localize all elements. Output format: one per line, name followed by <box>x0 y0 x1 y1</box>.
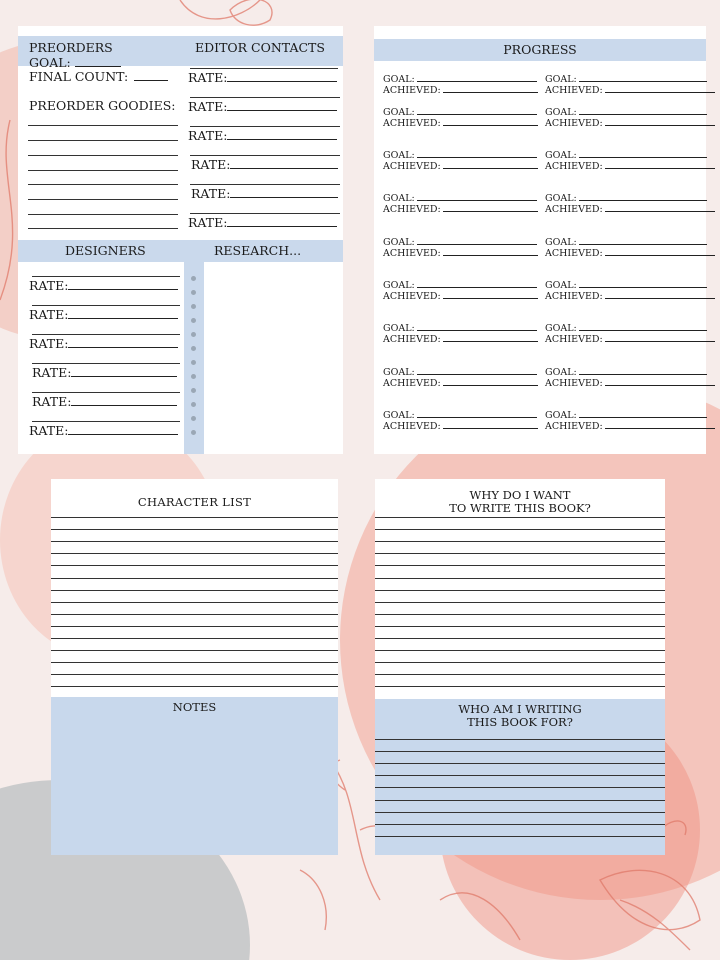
why-write-line[interactable] <box>375 674 665 675</box>
goal-label: GOAL: <box>383 193 415 204</box>
achieved-label: ACHIEVED: <box>545 421 603 432</box>
character-list-line[interactable] <box>51 529 338 530</box>
designer-rate-field[interactable] <box>29 278 178 293</box>
character-list-line[interactable] <box>51 614 338 615</box>
who-writing-for-line[interactable] <box>375 800 665 801</box>
character-list-line[interactable] <box>51 517 338 518</box>
goal-achieved-entry[interactable] <box>545 237 715 259</box>
why-write-line[interactable] <box>375 553 665 554</box>
rate-label: RATE: <box>32 365 72 380</box>
goal-label: GOAL: <box>545 193 577 204</box>
rate-label: RATE: <box>188 99 228 114</box>
designers-title: DESIGNERS <box>65 243 146 258</box>
who-writing-for-line[interactable] <box>375 739 665 740</box>
notes-area[interactable] <box>51 697 338 855</box>
character-list-line[interactable] <box>51 590 338 591</box>
achieved-label: ACHIEVED: <box>383 85 441 96</box>
achieved-label: ACHIEVED: <box>383 248 441 259</box>
achieved-label: ACHIEVED: <box>545 85 603 96</box>
character-list-line[interactable] <box>51 553 338 554</box>
rate-label: RATE: <box>29 278 69 293</box>
achieved-label: ACHIEVED: <box>383 204 441 215</box>
why-write-line[interactable] <box>375 662 665 663</box>
goal-achieved-entry[interactable] <box>383 193 538 215</box>
achieved-label: ACHIEVED: <box>383 378 441 389</box>
editor-rate-field[interactable] <box>188 215 337 230</box>
who-writing-for-line[interactable] <box>375 836 665 837</box>
character-list-line[interactable] <box>51 650 338 651</box>
achieved-label: ACHIEVED: <box>383 291 441 302</box>
character-list-line[interactable] <box>51 565 338 566</box>
character-list-line[interactable] <box>51 686 338 687</box>
why-write-line[interactable] <box>375 565 665 566</box>
goal-achieved-entry[interactable] <box>383 280 538 302</box>
preorders-title: PREORDERS <box>29 40 113 55</box>
character-list-line[interactable] <box>51 674 338 675</box>
designer-rate-field[interactable] <box>29 307 178 322</box>
goal-achieved-entry[interactable] <box>545 280 715 302</box>
achieved-label: ACHIEVED: <box>545 118 603 129</box>
achieved-label: ACHIEVED: <box>383 118 441 129</box>
goal-label: GOAL: <box>383 74 415 85</box>
goal-achieved-entry[interactable] <box>545 410 715 432</box>
why-write-line[interactable] <box>375 602 665 603</box>
goal-achieved-entry[interactable] <box>545 323 715 345</box>
why-write-line[interactable] <box>375 517 665 518</box>
why-write-line[interactable] <box>375 590 665 591</box>
character-list-title: CHARACTER LIST <box>137 495 252 509</box>
who-writing-for-line[interactable] <box>375 787 665 788</box>
editor-rate-field[interactable] <box>188 128 337 143</box>
rate-label: RATE: <box>29 423 69 438</box>
why-write-card <box>375 479 665 855</box>
who-writing-for-line[interactable] <box>375 775 665 776</box>
editor-rate-field[interactable] <box>188 70 337 85</box>
goal-achieved-entry[interactable] <box>383 367 538 389</box>
editor-name-line[interactable] <box>190 155 340 156</box>
character-list-card <box>51 479 338 855</box>
progress-card <box>374 26 706 454</box>
rate-label: RATE: <box>29 336 69 351</box>
progress-title: PROGRESS <box>503 42 577 57</box>
who-writing-for-title: WHO AM I WRITING THIS BOOK FOR? <box>458 702 582 729</box>
goal-label: GOAL: <box>545 367 577 378</box>
goal-achieved-entry[interactable] <box>545 367 715 389</box>
final-count-field[interactable] <box>29 69 168 84</box>
why-write-line[interactable] <box>375 614 665 615</box>
goal-label: GOAL: <box>545 280 577 291</box>
goal-achieved-entry[interactable] <box>545 150 715 172</box>
achieved-label: ACHIEVED: <box>545 248 603 259</box>
rate-label: RATE: <box>32 394 72 409</box>
character-list-line[interactable] <box>51 578 338 579</box>
rate-label: RATE: <box>188 215 228 230</box>
goal-achieved-entry[interactable] <box>383 150 538 172</box>
designer-rate-field[interactable] <box>29 423 178 438</box>
preorder-goodies-label: PREORDER GOODIES: <box>29 98 176 113</box>
editor-contacts-title: EDITOR CONTACTS <box>195 40 325 55</box>
goal-achieved-entry[interactable] <box>545 74 715 96</box>
achieved-label: ACHIEVED: <box>545 291 603 302</box>
goal-achieved-entry[interactable] <box>383 237 538 259</box>
goal-label: GOAL: <box>383 150 415 161</box>
who-writing-for-line[interactable] <box>375 824 665 825</box>
goal-achieved-entry[interactable] <box>383 107 538 129</box>
why-write-line[interactable] <box>375 541 665 542</box>
designer-rate-field[interactable] <box>32 394 177 409</box>
rate-label: RATE: <box>188 70 228 85</box>
goal-achieved-entry[interactable] <box>545 107 715 129</box>
editor-name-line[interactable] <box>190 126 340 127</box>
preorder-goal-field[interactable] <box>29 55 121 70</box>
editor-name-line[interactable] <box>190 97 340 98</box>
goal-achieved-entry[interactable] <box>383 410 538 432</box>
achieved-label: ACHIEVED: <box>383 421 441 432</box>
research-notes-area[interactable] <box>208 266 340 450</box>
goal-achieved-entry[interactable] <box>545 193 715 215</box>
goodies-line[interactable] <box>28 228 178 229</box>
achieved-label: ACHIEVED: <box>545 334 603 345</box>
character-list-line[interactable] <box>51 662 338 663</box>
goal-label: GOAL: <box>545 410 577 421</box>
goal-label: GOAL: <box>383 367 415 378</box>
editor-name-line[interactable] <box>190 68 338 69</box>
notebook-spine <box>184 262 204 454</box>
why-write-line[interactable] <box>375 686 665 687</box>
goal-label: GOAL: <box>545 107 577 118</box>
goal-label: GOAL: <box>545 74 577 85</box>
goodies-line[interactable] <box>28 125 178 126</box>
why-write-line[interactable] <box>375 578 665 579</box>
rate-label: RATE: <box>29 307 69 322</box>
goal-label: GOAL: <box>383 237 415 248</box>
editor-name-line[interactable] <box>190 184 340 185</box>
goal-achieved-entry[interactable] <box>383 323 538 345</box>
designer-name-line[interactable] <box>32 421 180 422</box>
designer-name-line[interactable] <box>32 305 180 306</box>
achieved-label: ACHIEVED: <box>545 204 603 215</box>
goal-label: GOAL: <box>383 323 415 334</box>
editor-rate-field[interactable] <box>188 99 337 114</box>
rate-label: RATE: <box>191 186 231 201</box>
editor-rate-field[interactable] <box>191 186 338 201</box>
rate-label: RATE: <box>188 128 228 143</box>
editor-name-line[interactable] <box>190 213 340 214</box>
designer-name-line[interactable] <box>32 276 180 277</box>
goal-label: GOAL: <box>545 237 577 248</box>
designer-name-line[interactable] <box>32 392 180 393</box>
research-title: RESEARCH... <box>214 243 302 258</box>
goodies-line[interactable] <box>28 214 178 215</box>
final-count-label: FINAL COUNT: <box>29 69 129 84</box>
character-list-line[interactable] <box>51 602 338 603</box>
goal-label: GOAL: <box>383 410 415 421</box>
goal-achieved-entry[interactable] <box>383 74 538 96</box>
why-write-line[interactable] <box>375 638 665 639</box>
goal-label: GOAL: <box>383 107 415 118</box>
goal-label: GOAL: <box>383 280 415 291</box>
why-write-line[interactable] <box>375 650 665 651</box>
achieved-label: ACHIEVED: <box>383 334 441 345</box>
rate-label: RATE: <box>191 157 231 172</box>
goodies-line[interactable] <box>28 199 178 200</box>
why-write-title: WHY DO I WANT TO WRITE THIS BOOK? <box>449 488 591 515</box>
why-write-line[interactable] <box>375 626 665 627</box>
goodies-line[interactable] <box>28 155 178 156</box>
designer-rate-field[interactable] <box>29 336 178 351</box>
achieved-label: ACHIEVED: <box>545 378 603 389</box>
character-list-line[interactable] <box>51 638 338 639</box>
goodies-line[interactable] <box>28 184 178 185</box>
goal-label: GOAL: <box>29 55 71 70</box>
character-list-line[interactable] <box>51 626 338 627</box>
designer-name-line[interactable] <box>32 334 180 335</box>
goodies-line[interactable] <box>28 140 178 141</box>
character-list-line[interactable] <box>51 541 338 542</box>
achieved-label: ACHIEVED: <box>545 161 603 172</box>
designer-rate-field[interactable] <box>32 365 177 380</box>
goal-label: GOAL: <box>545 323 577 334</box>
goal-label: GOAL: <box>545 150 577 161</box>
why-write-line[interactable] <box>375 529 665 530</box>
planning-card <box>18 26 343 454</box>
editor-rate-field[interactable] <box>191 157 338 172</box>
goodies-line[interactable] <box>28 170 178 171</box>
who-writing-for-line[interactable] <box>375 812 665 813</box>
designer-name-line[interactable] <box>32 363 180 364</box>
who-writing-for-line[interactable] <box>375 763 665 764</box>
achieved-label: ACHIEVED: <box>383 161 441 172</box>
notes-title: NOTES <box>172 700 217 714</box>
who-writing-for-line[interactable] <box>375 751 665 752</box>
